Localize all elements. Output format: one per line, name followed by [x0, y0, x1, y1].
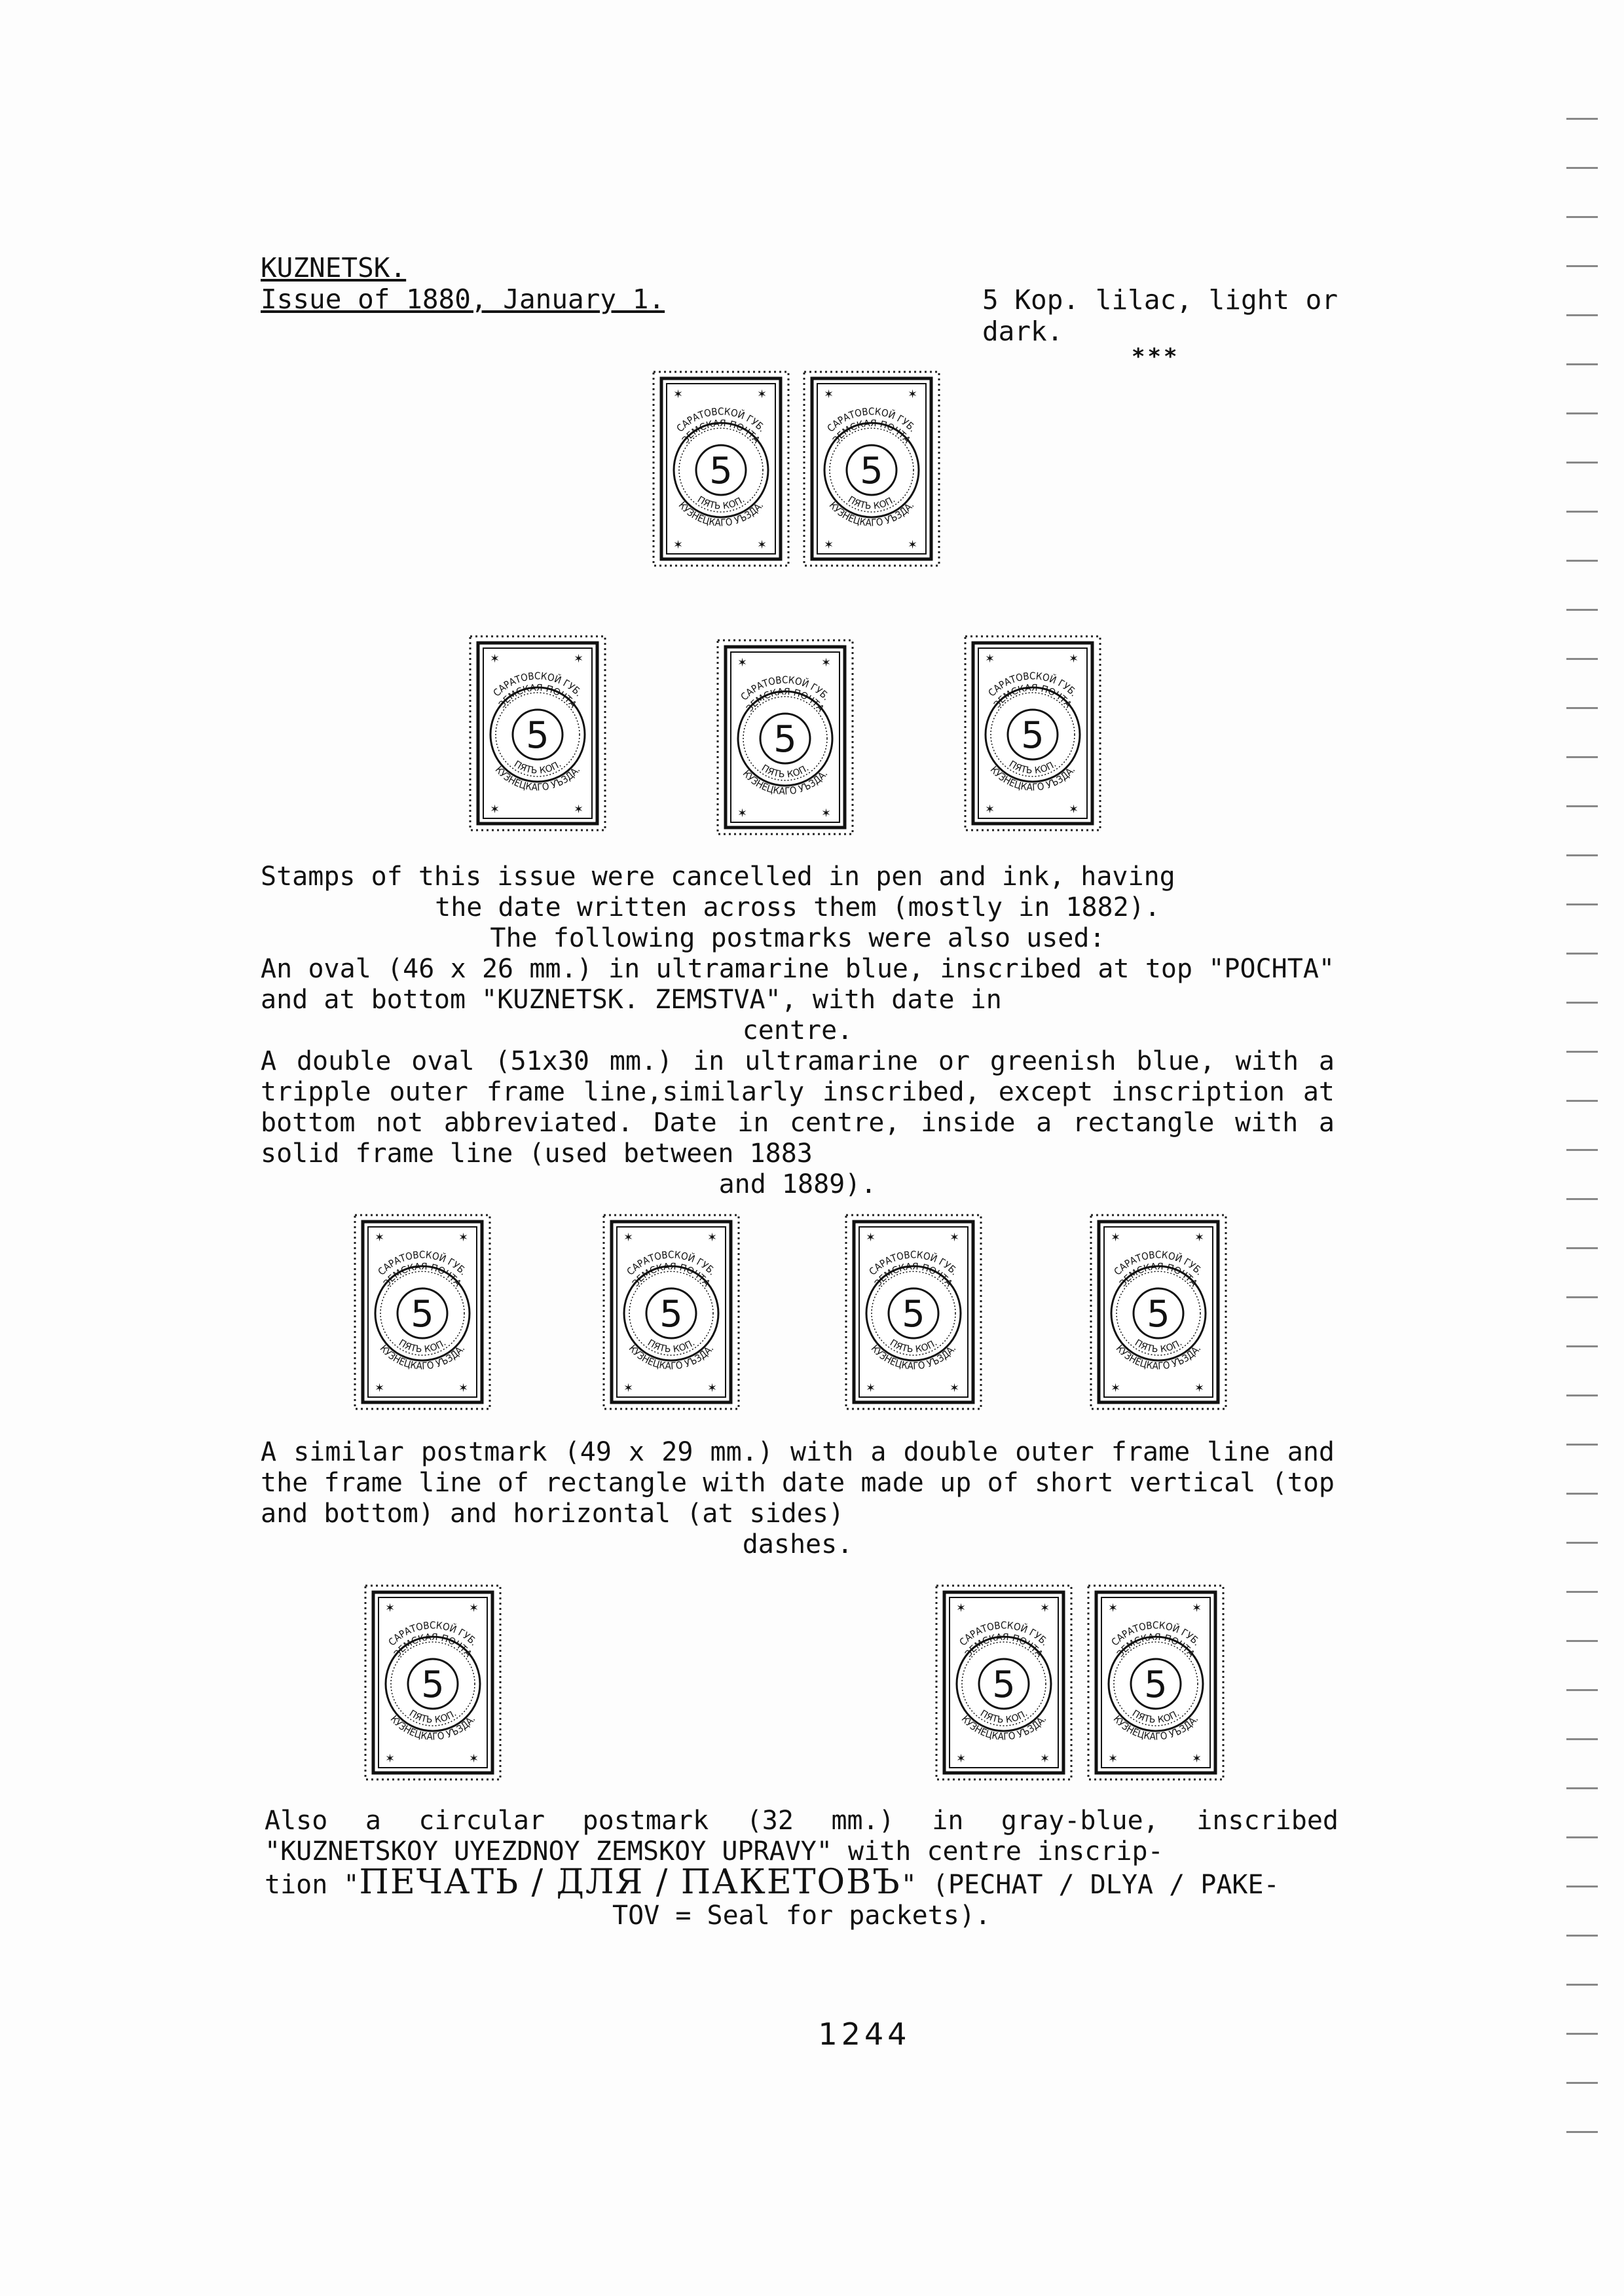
svg-text:САРАТОВСКОЙ ГУБ.: САРАТОВСКОЙ ГУБ. [674, 405, 768, 435]
issue-note: 5 Kop. lilac, light or dark. [982, 284, 1338, 347]
stars-marker: *** [1132, 344, 1180, 370]
svg-text:ЗЕМСКАЯ ПОЧТА: ЗЕМСКАЯ ПОЧТА [680, 418, 762, 446]
svg-text:✶: ✶ [375, 1381, 385, 1395]
svg-text:✶: ✶ [574, 803, 584, 816]
svg-text:✶: ✶ [623, 1231, 634, 1245]
margin-tick [1566, 707, 1598, 709]
paragraph-oval-postmark: An oval (46 x 26 mm.) in ultramarine blue, inscribed at top "POCHTA" and at bottom "KUZNETSK. ZEMSTVA", with date in centre. [261, 954, 1335, 1046]
svg-text:✶: ✶ [1108, 1752, 1118, 1766]
margin-tick [1566, 167, 1598, 169]
stamp-row3-b [602, 1214, 740, 1410]
svg-text:ЗЕМСКАЯ ПОЧТА: ЗЕМСКАЯ ПОЧТА [496, 682, 579, 710]
svg-text:КУЗНЕЦКАГО УЪЗДА.: КУЗНЕЦКАГО УЪЗДА. [868, 1342, 959, 1372]
svg-text:ПЯТЬ КОП.: ПЯТЬ КОП. [396, 1338, 449, 1355]
svg-text:КУЗНЕЦКАГО УЪЗДА.: КУЗНЕЦКАГО УЪЗДА. [1113, 1342, 1204, 1372]
svg-text:КУЗНЕЦКАГО УЪЗДА.: КУЗНЕЦКАГО УЪЗДА. [740, 767, 830, 797]
svg-text:ПЯТЬ КОП.: ПЯТЬ КОП. [645, 1338, 697, 1355]
svg-text:5: 5 [860, 450, 883, 492]
svg-text:✶: ✶ [866, 1231, 876, 1245]
svg-text:5: 5 [1147, 1293, 1170, 1336]
svg-text:ЗЕМСКАЯ ПОЧТА: ЗЕМСКАЯ ПОЧТА [381, 1261, 464, 1289]
svg-text:САРАТОВСКОЙ ГУБ.: САРАТОВСКОЙ ГУБ. [1109, 1619, 1203, 1649]
svg-text:✶: ✶ [375, 1231, 385, 1245]
margin-tick [1566, 1935, 1598, 1937]
margin-tick [1566, 1640, 1598, 1642]
svg-text:КУЗНЕЦКАГО УЪЗДА.: КУЗНЕЦКАГО УЪЗДА. [377, 1342, 468, 1372]
svg-text:САРАТОВСКОЙ ГУБ.: САРАТОВСКОЙ ГУБ. [490, 670, 585, 699]
stamp-row3-d [1090, 1214, 1227, 1410]
issue-heading: Issue of 1880, January 1. [261, 283, 665, 315]
svg-text:✶: ✶ [1192, 1752, 1202, 1766]
svg-text:ЗЕМСКАЯ ПОЧТА: ЗЕМСКАЯ ПОЧТА [1115, 1631, 1197, 1660]
svg-text:✶: ✶ [385, 1601, 396, 1615]
margin-tick [1566, 1444, 1598, 1446]
svg-text:САРАТОВСКОЙ ГУБ.: САРАТОВСКОЙ ГУБ. [824, 405, 919, 435]
margin-tick [1566, 1787, 1598, 1789]
svg-text:5: 5 [411, 1293, 434, 1336]
margin-tick [1566, 1345, 1598, 1347]
margin-tick [1566, 805, 1598, 807]
svg-text:✶: ✶ [950, 1231, 960, 1245]
svg-text:5: 5 [659, 1293, 683, 1336]
svg-text:✶: ✶ [956, 1601, 967, 1615]
page-number: 1244 [818, 2016, 911, 2052]
svg-text:КУЗНЕЦКАГО УЪЗДА.: КУЗНЕЦКАГО УЪЗДА. [826, 499, 917, 529]
margin-tick [1566, 1149, 1598, 1151]
margin-tick [1566, 1493, 1598, 1495]
svg-text:✶: ✶ [1040, 1752, 1050, 1766]
margin-tick [1566, 462, 1598, 464]
svg-text:✶: ✶ [469, 1601, 479, 1615]
svg-text:✶: ✶ [737, 656, 748, 670]
svg-text:САРАТОВСКОЙ ГУБ.: САРАТОВСКОЙ ГУБ. [624, 1248, 718, 1278]
paragraph-similar-postmark: A similar postmark (49 x 29 mm.) with a double outer frame line and the frame line of rectangle with date made up of short vertical (top and bottom) and horizontal (at sides) dashes. [261, 1437, 1335, 1559]
svg-text:✶: ✶ [824, 388, 834, 401]
svg-text:✶: ✶ [490, 803, 500, 816]
svg-text:✶: ✶ [707, 1231, 718, 1245]
margin-tick [1566, 903, 1598, 905]
margin-tick [1566, 363, 1598, 365]
margin-tick [1566, 2082, 1598, 2084]
margin-tick [1566, 1198, 1598, 1200]
svg-text:5: 5 [1021, 714, 1044, 757]
margin-tick [1566, 2131, 1598, 2133]
svg-text:✶: ✶ [950, 1381, 960, 1395]
margin-tick [1566, 1738, 1598, 1740]
svg-text:✶: ✶ [757, 388, 767, 401]
svg-text:✶: ✶ [821, 656, 832, 670]
svg-text:✶: ✶ [1040, 1601, 1050, 1615]
margin-tick [1566, 1394, 1598, 1396]
svg-text:ПЯТЬ КОП.: ПЯТЬ КОП. [1132, 1338, 1185, 1355]
margin-tick [1566, 609, 1598, 611]
svg-text:ЗЕМСКАЯ ПОЧТА: ЗЕМСКАЯ ПОЧТА [630, 1261, 712, 1289]
svg-text:✶: ✶ [385, 1752, 396, 1766]
margin-tick [1566, 1591, 1598, 1593]
svg-text:✶: ✶ [574, 652, 584, 666]
margin-tick [1566, 1296, 1598, 1298]
svg-text:ПЯТЬ КОП.: ПЯТЬ КОП. [1006, 759, 1059, 776]
svg-text:✶: ✶ [707, 1381, 718, 1395]
margin-tick [1566, 118, 1598, 120]
svg-text:✶: ✶ [1194, 1381, 1205, 1395]
margin-tick [1566, 314, 1598, 316]
margin-tick [1566, 511, 1598, 513]
svg-text:САРАТОВСКОЙ ГУБ.: САРАТОВСКОЙ ГУБ. [866, 1248, 961, 1278]
svg-text:ПЯТЬ КОП.: ПЯТЬ КОП. [887, 1338, 940, 1355]
margin-tick [1566, 658, 1598, 660]
svg-text:ЗЕМСКАЯ ПОЧТА: ЗЕМСКАЯ ПОЧТА [744, 686, 826, 714]
svg-text:✶: ✶ [956, 1752, 967, 1766]
svg-text:САРАТОВСКОЙ ГУБ.: САРАТОВСКОЙ ГУБ. [957, 1619, 1051, 1649]
margin-tick [1566, 1836, 1598, 1838]
svg-text:✶: ✶ [469, 1752, 479, 1766]
margin-tick [1566, 756, 1598, 758]
svg-text:✶: ✶ [458, 1231, 469, 1245]
svg-text:КУЗНЕЦКАГО УЪЗДА.: КУЗНЕЦКАГО УЪЗДА. [492, 763, 583, 793]
margin-tick [1566, 1542, 1598, 1544]
svg-text:ПЯТЬ КОП.: ПЯТЬ КОП. [759, 763, 811, 780]
paragraph-cancellations: Stamps of this issue were cancelled in pen and ink, having the date written across them (mostly in 1882). The following postmarks were also used: [261, 862, 1175, 953]
margin-tick [1566, 854, 1598, 856]
svg-text:ПЯТЬ КОП.: ПЯТЬ КОП. [407, 1708, 459, 1726]
svg-text:ПЯТЬ КОП.: ПЯТЬ КОП. [978, 1708, 1030, 1726]
svg-text:✶: ✶ [985, 652, 995, 666]
stamp-row3-c [845, 1214, 982, 1410]
margin-tick [1566, 1100, 1598, 1102]
svg-text:КУЗНЕЦКАГО УЪЗДА.: КУЗНЕЦКАГО УЪЗДА. [626, 1342, 716, 1372]
svg-text:5: 5 [902, 1293, 925, 1336]
paragraph-double-oval-postmark: A double oval (51x30 mm.) in ultramarine or greenish blue, with a tripple outer frame line,similarly inscribed, except inscription at bottom not abbreviated. Date in centre, inside a rectangle with a solid frame line (used between 1883 and 1889). [261, 1046, 1335, 1199]
stamp-row4-pair-b [1087, 1584, 1225, 1781]
svg-text:✶: ✶ [1111, 1231, 1121, 1245]
stamp-row1-b [803, 371, 940, 567]
margin-tick [1566, 265, 1598, 267]
svg-text:✶: ✶ [757, 538, 767, 552]
stamp-row4-single [364, 1584, 502, 1781]
svg-text:САРАТОВСКОЙ ГУБ.: САРАТОВСКОЙ ГУБ. [386, 1619, 480, 1649]
svg-text:✶: ✶ [821, 807, 832, 820]
svg-text:✶: ✶ [1194, 1231, 1205, 1245]
svg-text:✶: ✶ [490, 652, 500, 666]
margin-tick [1566, 953, 1598, 955]
svg-text:✶: ✶ [866, 1381, 876, 1395]
svg-text:ПЯТЬ КОП.: ПЯТЬ КОП. [1130, 1708, 1182, 1726]
svg-text:ПЯТЬ КОП.: ПЯТЬ КОП. [695, 494, 747, 512]
scan-margin-marks [1566, 118, 1606, 2200]
svg-text:КУЗНЕЦКАГО УЪЗДА.: КУЗНЕЦКАГО УЪЗДА. [676, 499, 766, 529]
svg-text:✶: ✶ [908, 538, 918, 552]
cyrillic-line: tion "ПЕЧАТЬ / ДЛЯ / ПАКЕТОВЪ" (PECHAT / DLYA / PAKE- [265, 1863, 1280, 1902]
margin-tick [1566, 1002, 1598, 1004]
stamp-row2-a [469, 635, 606, 831]
svg-text:САРАТОВСКОЙ ГУБ.: САРАТОВСКОЙ ГУБ. [1111, 1248, 1206, 1278]
svg-text:ЗЕМСКАЯ ПОЧТА: ЗЕМСКАЯ ПОЧТА [392, 1631, 474, 1660]
svg-text:ПЯТЬ КОП.: ПЯТЬ КОП. [511, 759, 564, 776]
svg-text:5: 5 [992, 1664, 1016, 1706]
svg-text:✶: ✶ [1192, 1601, 1202, 1615]
svg-text:5: 5 [421, 1664, 445, 1706]
svg-text:КУЗНЕЦКАГО УЪЗДА.: КУЗНЕЦКАГО УЪЗДА. [1111, 1713, 1201, 1743]
svg-text:КУЗНЕЦКАГО УЪЗДА.: КУЗНЕЦКАГО УЪЗДА. [987, 763, 1078, 793]
page-title: KUZNETSK. [261, 252, 407, 283]
svg-text:ЗЕМСКАЯ ПОЧТА: ЗЕМСКАЯ ПОЧТА [872, 1261, 955, 1289]
svg-text:✶: ✶ [458, 1381, 469, 1395]
svg-text:5: 5 [526, 714, 549, 757]
svg-text:5: 5 [773, 718, 797, 761]
margin-tick [1566, 560, 1598, 562]
svg-text:✶: ✶ [737, 807, 748, 820]
svg-text:✶: ✶ [824, 538, 834, 552]
margin-tick [1566, 412, 1598, 414]
svg-text:✶: ✶ [908, 388, 918, 401]
svg-text:САРАТОВСКОЙ ГУБ.: САРАТОВСКОЙ ГУБ. [986, 670, 1080, 699]
svg-text:КУЗНЕЦКАГО УЪЗДА.: КУЗНЕЦКАГО УЪЗДА. [388, 1713, 478, 1743]
svg-text:ЗЕМСКАЯ ПОЧТА: ЗЕМСКАЯ ПОЧТА [1117, 1261, 1200, 1289]
svg-text:ПЯТЬ КОП.: ПЯТЬ КОП. [845, 494, 898, 512]
stamp-row2-b [716, 639, 854, 835]
stamp-row4-pair-a [935, 1584, 1073, 1781]
margin-tick [1566, 1984, 1598, 1986]
svg-text:✶: ✶ [985, 803, 995, 816]
svg-text:ЗЕМСКАЯ ПОЧТА: ЗЕМСКАЯ ПОЧТА [963, 1631, 1045, 1660]
stamp-row3-a [354, 1214, 491, 1410]
svg-text:САРАТОВСКОЙ ГУБ.: САРАТОВСКОЙ ГУБ. [738, 674, 832, 703]
margin-tick [1566, 1247, 1598, 1249]
svg-text:✶: ✶ [623, 1381, 634, 1395]
margin-tick [1566, 1886, 1598, 1887]
margin-tick [1566, 2033, 1598, 2035]
svg-text:✶: ✶ [673, 388, 684, 401]
svg-text:ЗЕМСКАЯ ПОЧТА: ЗЕМСКАЯ ПОЧТА [830, 418, 913, 446]
svg-text:КУЗНЕЦКАГО УЪЗДА.: КУЗНЕЦКАГО УЪЗДА. [959, 1713, 1049, 1743]
stamp-row2-c [964, 635, 1101, 831]
svg-text:✶: ✶ [1108, 1601, 1118, 1615]
margin-tick [1566, 216, 1598, 218]
margin-tick [1566, 1051, 1598, 1053]
svg-text:✶: ✶ [1111, 1381, 1121, 1395]
paragraph-circular-postmark: Also a circular postmark (32 mm.) in gray-blue, inscribed "KUZNETSKOY UYEZDNOY ZEMSKOY UPRAVY" with centre inscrip- tion "ПЕЧАТЬ / ДЛЯ / ПАКЕТОВЪ" (PECHAT / DLYA / PAKE- TOV = Seal for packets). [265, 1806, 1338, 1931]
margin-tick [1566, 1689, 1598, 1691]
svg-text:ЗЕМСКАЯ ПОЧТА: ЗЕМСКАЯ ПОЧТА [991, 682, 1074, 710]
svg-text:САРАТОВСКОЙ ГУБ.: САРАТОВСКОЙ ГУБ. [375, 1248, 470, 1278]
svg-text:5: 5 [709, 450, 733, 492]
svg-text:✶: ✶ [673, 538, 684, 552]
svg-text:✶: ✶ [1069, 652, 1079, 666]
stamp-row1-a [652, 371, 790, 567]
svg-text:5: 5 [1144, 1664, 1168, 1706]
svg-text:✶: ✶ [1069, 803, 1079, 816]
